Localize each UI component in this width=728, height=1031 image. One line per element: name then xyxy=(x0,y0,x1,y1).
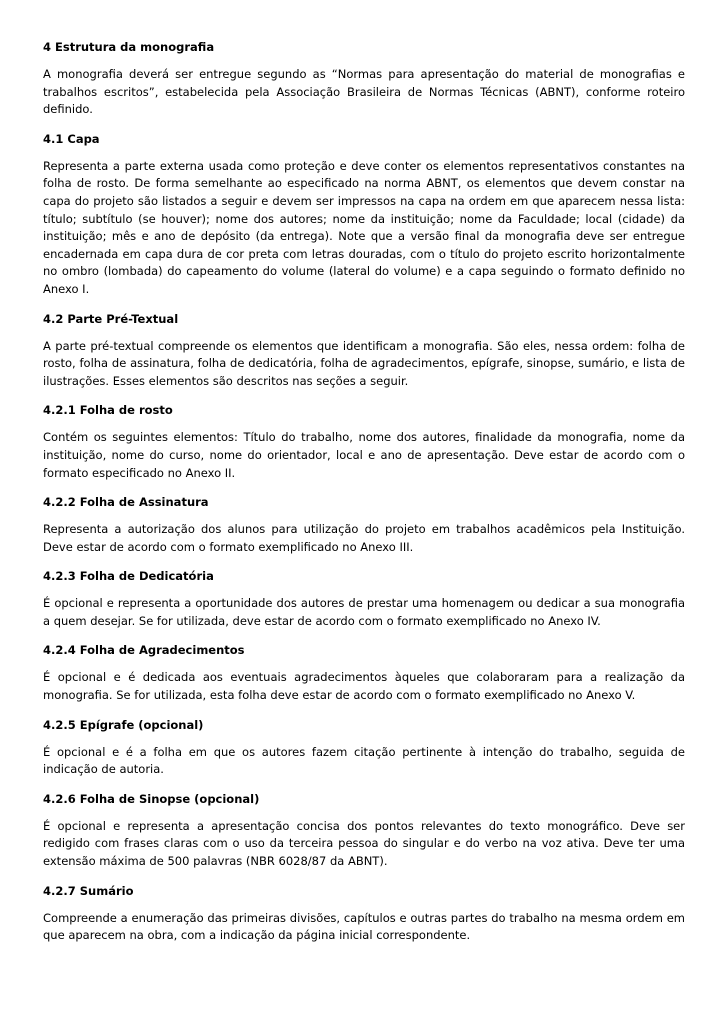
section-sumario xyxy=(43,882,685,945)
section-paragraph: É opcional e é dedicada aos eventuais agradecimentos àqueles que colaboraram para a realização da monografia. Se for utilizada, esta folha deve estar de acordo com o formato exemplificado no Anexo V. xyxy=(43,670,685,703)
section-paragraph: A monografia deverá ser entregue segundo as “Normas para apresentação do material de monografias e trabalhos escritos”, estabelecida pela Associação Brasileira de Normas Técnicas (ABNT), conforme roteiro definido. xyxy=(43,67,685,117)
section-heading: 4.2.5 Epígrafe (opcional) xyxy=(43,717,204,732)
section-folha-de-assinatura xyxy=(43,493,685,556)
section-parte-pre-textual xyxy=(43,310,685,391)
section-heading: 4.2.7 Sumário xyxy=(43,883,134,898)
section-folha-de-dedicatoria xyxy=(43,567,685,630)
section-paragraph: A parte pré-textual compreende os elementos que identificam a monografia. São eles, nessa ordem: folha de rosto, folha de assinatura, folha de dedicatória, folha de agradecimentos, epígrafe, sinopse, sumário, e lista de ilustrações. Esses elementos são descritos nas seções a seguir. xyxy=(43,338,685,388)
section-heading: 4 Estrutura da monografia xyxy=(43,40,215,54)
section-heading: 4.2.6 Folha de Sinopse (opcional) xyxy=(43,791,260,806)
section-heading: 4.1 Capa xyxy=(43,131,100,146)
section-paragraph: Representa a parte externa usada como proteção e deve conter os elementos representativos constantes na folha de rosto. De forma semelhante ao especificado na norma ABNT, os elementos que devem constar na capa do projeto são listados a seguir e devem ser impressos na capa na ordem em que aparecem nessa lista: título; subtítulo (se houver); nome dos autores; nome da instituição; nome da Faculdade; local (cidade) da instituição; mês e ano de depósito (da entrega). Note que a versão final da monografia deve ser entregue encadernada em capa dura de cor preta com letras douradas, com o título do projeto escrito horizontalmente no ombro (lombada) do capeamento do volume (lateral do volume) e a capa seguindo o formato definido no Anexo I. xyxy=(43,158,685,296)
section-capa xyxy=(43,130,685,299)
section-folha-de-rosto xyxy=(43,401,685,482)
section-heading: 4.2.1 Folha de rosto xyxy=(43,403,173,418)
section-folha-de-agradecimentos xyxy=(43,641,685,704)
section-paragraph: É opcional e representa a oportunidade dos autores de prestar uma homenagem ou dedicar a sua monografia a quem desejar. Se for utilizada, deve estar de acordo com o formato exemplificado no Anexo IV. xyxy=(43,596,685,628)
section-paragraph: Compreende a enumeração das primeiras divisões, capítulos e outras partes do trabalho na mesma ordem em que aparecem na obra, com a indicação da página inicial correspondente. xyxy=(43,910,685,943)
section-heading: 4.2.2 Folha de Assinatura xyxy=(43,495,209,510)
section-folha-de-sinopse xyxy=(43,790,685,871)
section-paragraph: Contém os seguintes elementos: Título do trabalho, nome dos autores, finalidade da monografia, nome da instituição, nome do curso, nome do orientador, local e ano de apresentação. Deve estar de acordo com o formato especificado no Anexo II. xyxy=(43,430,685,480)
section-heading: 4.2.4 Folha de Agradecimentos xyxy=(43,643,245,658)
section-heading: 4.2 Parte Pré-Textual xyxy=(43,311,179,326)
section-paragraph: É opcional e representa a apresentação concisa dos pontos relevantes do texto monográfico. Deve ser redigido com frases claras com o uso da terceira pessoa do singular e do verbo na voz ativa. Deve ter uma extensão máxima de 500 palavras (NBR 6028/87 da ABNT). xyxy=(43,818,685,869)
section-estrutura-monografia xyxy=(43,38,685,119)
section-paragraph: É opcional e é a folha em que os autores fazem citação pertinente à intenção do trabalho, seguida de indicação de autoria. xyxy=(43,744,685,777)
section-epigrafe xyxy=(43,716,685,779)
section-paragraph: Representa a autorização dos alunos para utilização do projeto em trabalhos acadêmicos pela Instituição. Deve estar de acordo com o formato exemplificado no Anexo III. xyxy=(43,522,685,554)
section-heading: 4.2.3 Folha de Dedicatória xyxy=(43,569,214,584)
